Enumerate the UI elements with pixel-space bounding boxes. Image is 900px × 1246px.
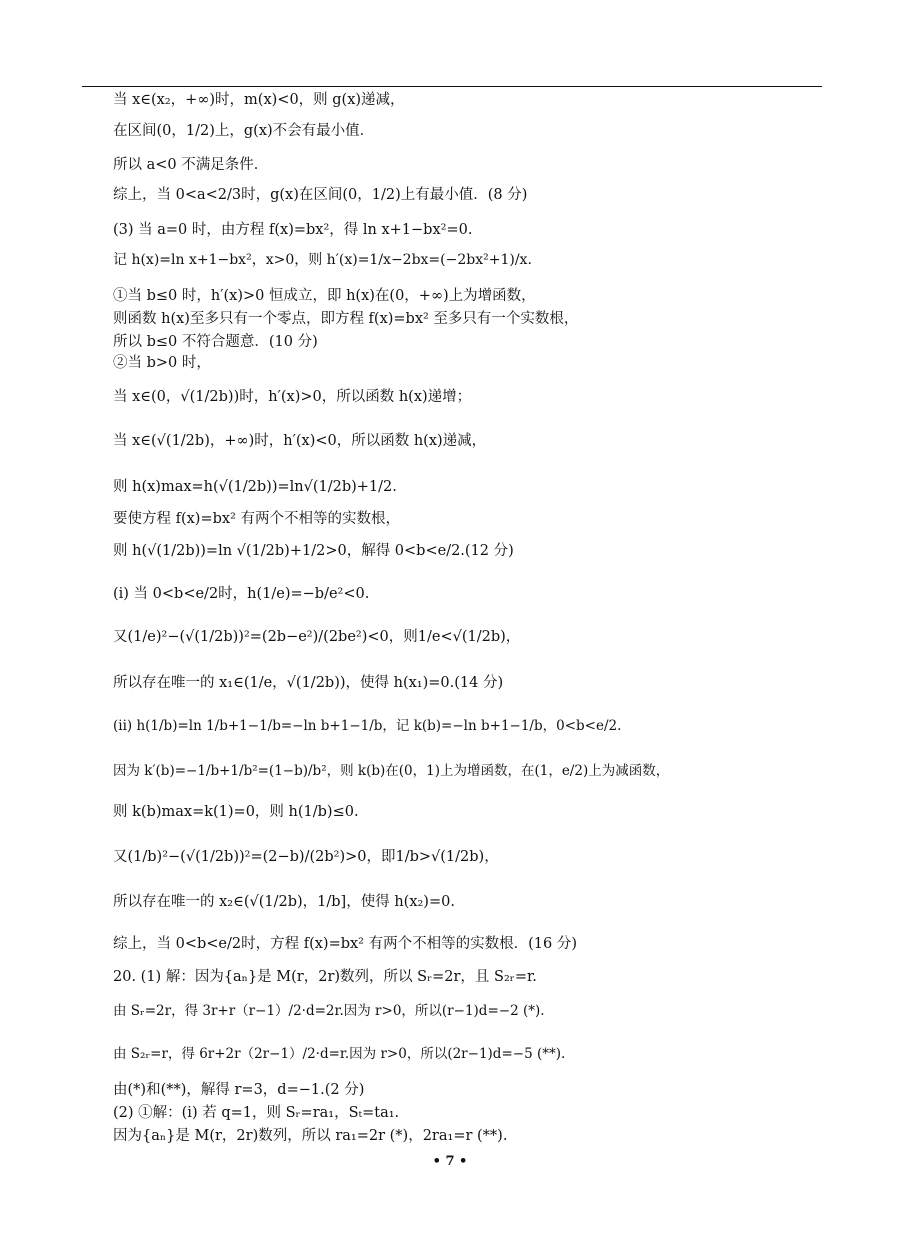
solution-line-7: ①当 b≤0 时，h′(x)>0 恒成立，即 h(x)在(0，+∞)上为增函数， xyxy=(113,288,536,304)
solution-line-28: 由(*)和(**)，解得 r=3，d=−1.(2 分) xyxy=(113,1082,365,1098)
page-number: • 7 • xyxy=(432,1154,468,1169)
header-rule xyxy=(82,86,822,87)
solution-line-8: 则函数 h(x)至多只有一个零点，即方程 f(x)=bx² 至多只有一个实数根， xyxy=(113,311,579,327)
solution-line-11: 当 x∈(0，√(1/2b))时，h′(x)>0，所以函数 h(x)递增； xyxy=(113,389,472,405)
solution-line-2: 在区间(0，1/2)上，g(x)不会有最小值． xyxy=(113,123,375,139)
solution-line-19: (ii) h(1/b)=ln 1/b+1−1/b=−ln b+1−1/b，记 k(b)=−ln b+1−1/b，0<b<e/2. xyxy=(113,718,622,734)
solution-line-18: 所以存在唯一的 x₁∈(1/e，√(1/2b))，使得 h(x₁)=0.(14 分) xyxy=(113,675,504,691)
solution-line-26: 由 Sᵣ=2r，得 3r+r（r−1）/2·d=2r.因为 r>0，所以(r−1)d=−2 (*). xyxy=(113,1003,545,1019)
solution-line-3: 所以 a<0 不满足条件． xyxy=(113,157,269,173)
solution-line-5: (3) 当 a=0 时，由方程 f(x)=bx²，得 ln x+1−bx²=0. xyxy=(113,222,473,238)
solution-line-30: 因为{aₙ}是 M(r，2r)数列，所以 ra₁=2r (*)，2ra₁=r (**). xyxy=(113,1128,508,1144)
solution-line-14: 要使方程 f(x)=bx² 有两个不相等的实数根， xyxy=(113,511,400,527)
solution-line-16: (i) 当 0<b<e/2时，h(1/e)=−b/e²<0. xyxy=(113,586,370,602)
solution-line-25: 20. (1) 解：因为{aₙ}是 M(r，2r)数列，所以 Sᵣ=2r，且 S₂ᵣ=r. xyxy=(113,969,537,985)
solution-line-24: 综上，当 0<b<e/2时，方程 f(x)=bx² 有两个不相等的实数根．(16 分) xyxy=(113,936,577,952)
solution-line-23: 所以存在唯一的 x₂∈(√(1/2b)，1/b]，使得 h(x₂)=0. xyxy=(113,894,455,910)
solution-line-13: 则 h(x)max=h(√(1/2b))=ln√(1/2b)+1/2. xyxy=(113,479,397,495)
solution-line-21: 则 k(b)max=k(1)=0，则 h(1/b)≤0. xyxy=(113,804,359,820)
solution-line-22: 又(1/b)²−(√(1/2b))²=(2−b)/(2b²)>0，即1/b>√(1/2b)， xyxy=(113,849,499,865)
solution-line-29: (2) ①解：(i) 若 q=1，则 Sᵣ=ra₁，Sₜ=ta₁. xyxy=(113,1105,400,1121)
solution-line-15: 则 h(√(1/2b))=ln √(1/2b)+1/2>0，解得 0<b<e/2.(12 分) xyxy=(113,543,514,559)
solution-line-9: 所以 b≤0 不符合题意．(10 分) xyxy=(113,334,318,350)
solution-line-1: 当 x∈(x₂，+∞)时，m(x)<0，则 g(x)递减， xyxy=(113,92,405,108)
solution-line-10: ②当 b>0 时， xyxy=(113,355,211,371)
solution-line-4: 综上，当 0<a<2/3时，g(x)在区间(0，1/2)上有最小值．(8 分) xyxy=(113,187,528,203)
solution-line-27: 由 S₂ᵣ=r，得 6r+2r（2r−1）/2·d=r.因为 r>0，所以(2r−1)d=−5 (**). xyxy=(113,1046,566,1062)
solution-line-20: 因为 k′(b)=−1/b+1/b²=(1−b)/b²，则 k(b)在(0，1)上为增函数，在(1，e/2)上为减函数， xyxy=(113,763,670,779)
solution-line-17: 又(1/e)²−(√(1/2b))²=(2b−e²)/(2be²)<0，则1/e<√(1/2b)， xyxy=(113,629,521,645)
solution-line-12: 当 x∈(√(1/2b)，+∞)时，h′(x)<0，所以函数 h(x)递减， xyxy=(113,433,487,449)
solution-line-6: 记 h(x)=ln x+1−bx²，x>0，则 h′(x)=1/x−2bx=(−2bx²+1)/x. xyxy=(113,252,532,268)
